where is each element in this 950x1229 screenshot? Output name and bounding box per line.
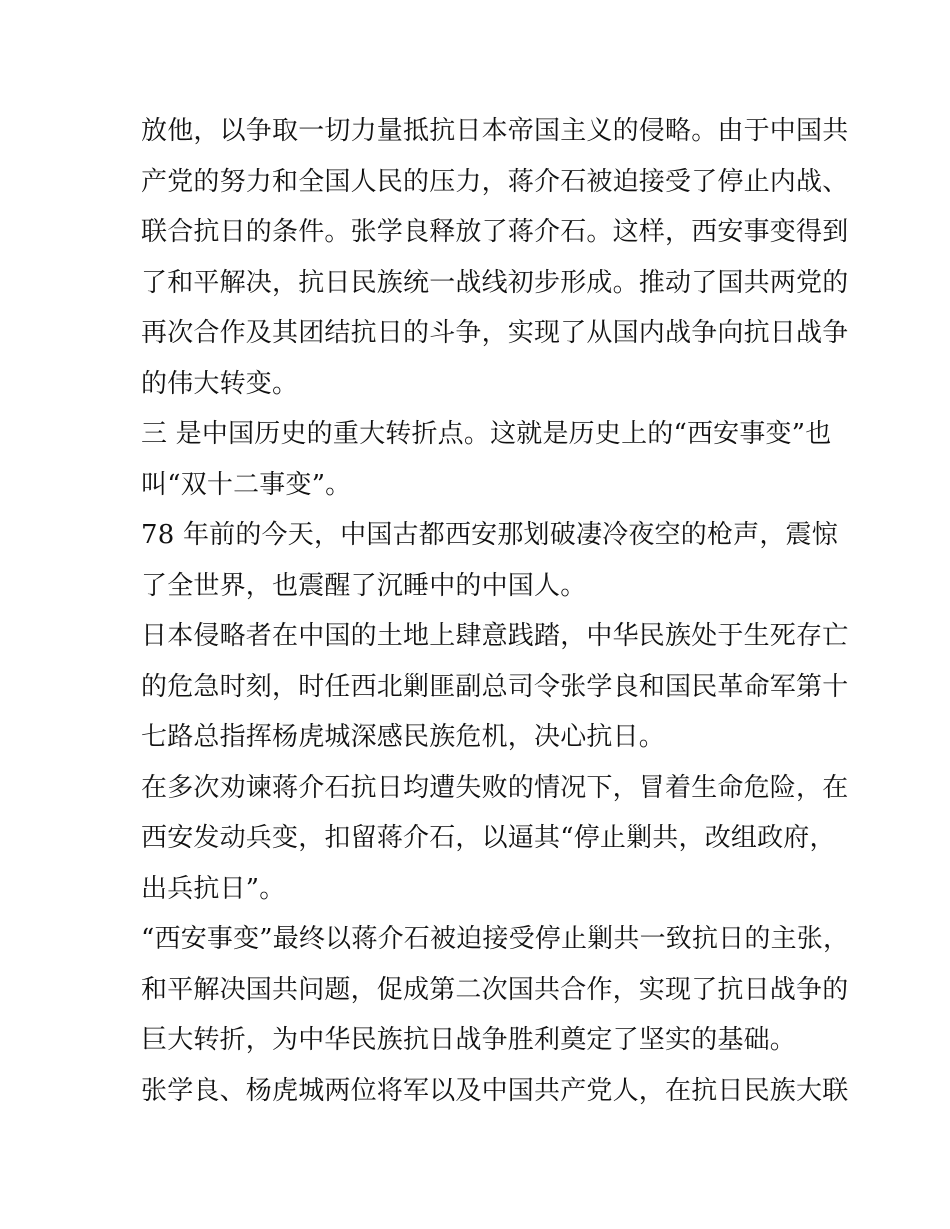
document-body xyxy=(141,106,850,1116)
text-line: 放他，以争取一切力量抵抗日本帝国主义的侵略。由于中国共 xyxy=(141,116,849,146)
text-line: 78 年前的今天，中国古都西安那划破凄冷夜空的枪声，震惊 xyxy=(141,520,838,550)
paragraph-5 xyxy=(141,763,849,915)
text-line: 产党的努力和全国人民的压力，蒋介石被迫接受了停止内战、 xyxy=(141,166,849,197)
text-line: 日本侵略者在中国的土地上肆意践踏，中华民族处于生死存亡 xyxy=(141,621,849,651)
text-line: 巨大转折，为中华民族抗日战争胜利奠定了坚实的基础。 xyxy=(141,1025,797,1055)
text-line: 七路总指挥杨虎城深感民族危机，决心抗日。 xyxy=(141,722,666,752)
paragraph-2 xyxy=(141,409,832,510)
text-line: 出兵抗日”。 xyxy=(141,873,286,904)
text-line: 的伟大转变。 xyxy=(141,368,299,399)
text-line: 在多次劝谏蒋介石抗日均遭失败的情况下，冒着生命危险，在 xyxy=(141,772,849,803)
text-line: 再次合作及其团结抗日的斗争，实现了从国内战争向抗日战争 xyxy=(141,318,849,348)
text-line: “西安事变”最终以蒋介石被迫接受停止剿共一致抗日的主张， xyxy=(141,924,850,954)
text-line: 联合抗日的条件。张学良释放了蒋介石。这样，西安事变得到 xyxy=(141,217,849,247)
text-line: 了全世界，也震醒了沉睡中的中国人。 xyxy=(141,570,587,601)
text-line: 西安发动兵变，扣留蒋介石，以逼其“停止剿共，改组政府， xyxy=(141,823,836,853)
text-line: 的危急时刻，时任西北剿匪副总司令张学良和国民革命军第十 xyxy=(141,671,849,702)
text-line: 了和平解决，抗日民族统一战线初步形成。推动了国共两党的 xyxy=(141,267,849,298)
text-line: 张学良、杨虎城两位将军以及中国共产党人，在抗日民族大联 xyxy=(141,1075,849,1106)
paragraph-6 xyxy=(141,914,850,1066)
text-line: 和平解决国共问题，促成第二次国共合作，实现了抗日战争的 xyxy=(141,974,849,1005)
text-line: 叫“双十二事变”。 xyxy=(141,469,352,500)
paragraph-4 xyxy=(141,611,849,763)
paragraph-3 xyxy=(141,510,838,611)
text-line: 三 是中国历史的重大转折点。这就是历史上的“西安事变”也 xyxy=(141,419,832,449)
paragraph-1 xyxy=(141,106,849,409)
paragraph-7 xyxy=(141,1066,849,1117)
